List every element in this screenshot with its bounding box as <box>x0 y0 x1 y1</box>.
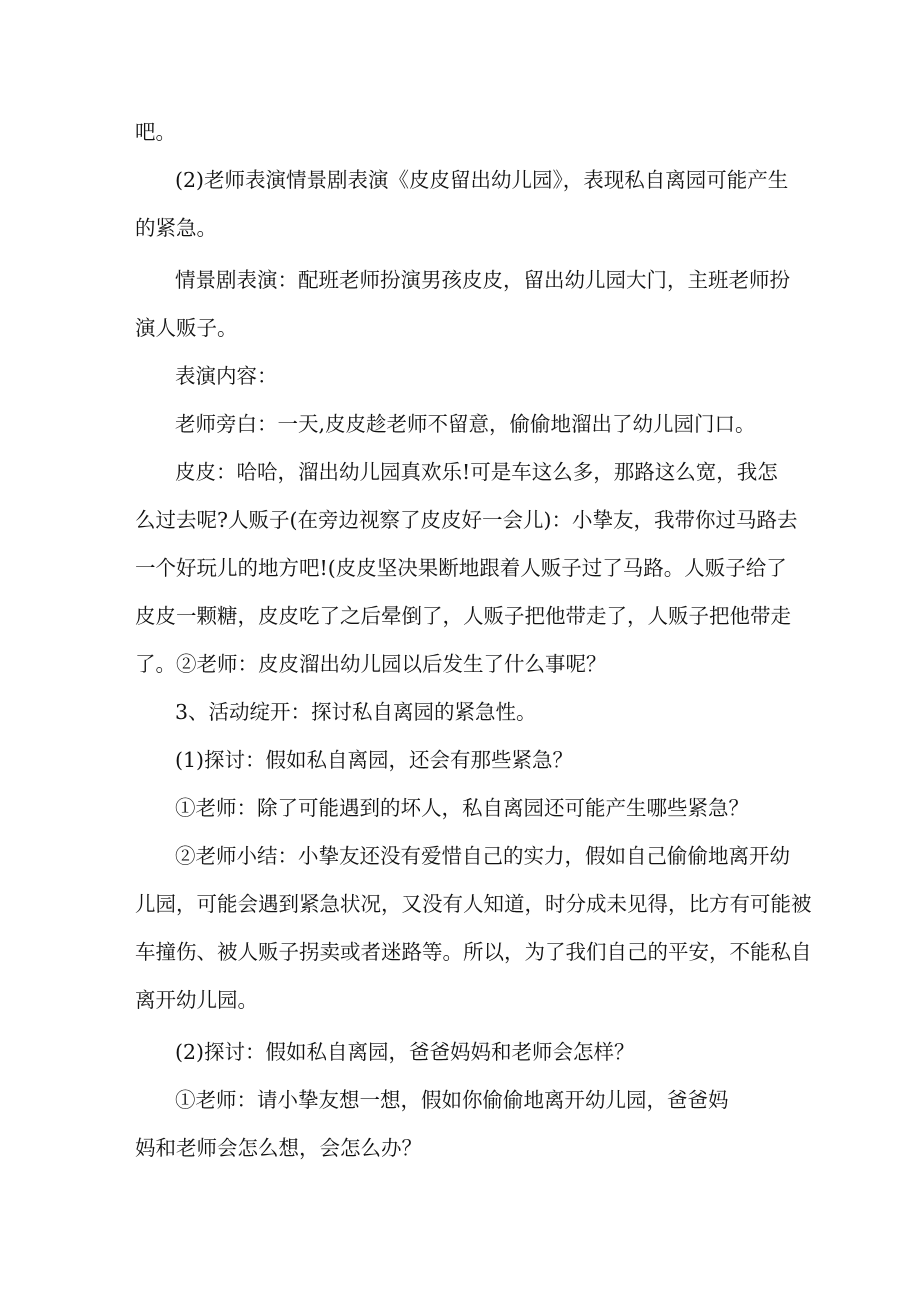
text-line: 3、活动绽开：探讨私自离园的紧急性。 <box>175 700 537 724</box>
text-line: 皮皮一颗糖，皮皮吃了之后晕倒了，人贩子把他带走了，人贩子把他带走 <box>135 604 791 628</box>
text-line: (2)老师表演情景剧表演《皮皮留出幼儿园》，表现私自离园可能产生 <box>175 168 789 192</box>
text-line: 老师旁白：一天,皮皮趁老师不留意，偷偷地溜出了幼儿园门口。 <box>175 412 756 436</box>
text-line: 吧。 <box>135 120 176 144</box>
text-line: ②老师小结：小挚友还没有爱惜自己的实力，假如自己偷偷地离开幼 <box>175 844 790 868</box>
text-line: 么过去呢?人贩子(在旁边视察了皮皮好一会儿)：小挚友，我带你过马路去 <box>135 508 798 532</box>
text-line: 表演内容： <box>175 364 278 388</box>
text-line: 了。②老师：皮皮溜出幼儿园以后发生了什么事呢？ <box>135 652 607 676</box>
text-line: ①老师：除了可能遇到的坏人，私自离园还可能产生哪些紧急？ <box>175 796 749 820</box>
text-line: (2)探讨：假如私自离园，爸爸妈妈和老师会怎样？ <box>175 1040 635 1064</box>
text-line: 情景剧表演：配班老师扮演男孩皮皮，留出幼儿园大门，主班老师扮 <box>175 268 790 292</box>
text-line: 车撞伤、被人贩子拐卖或者迷路等。所以，为了我们自己的平安，不能私自 <box>135 940 812 964</box>
text-line: 儿园，可能会遇到紧急状况，又没有人知道，时分成未见得，比方有可能被 <box>135 892 812 916</box>
text-line: 妈和老师会怎么想，会怎么办？ <box>135 1136 422 1160</box>
text-line: 一个好玩儿的地方吧!(皮皮坚决果断地跟着人贩子过了马路。人贩子给了 <box>135 556 787 580</box>
text-line: 离开幼儿园。 <box>135 988 258 1012</box>
text-line: 皮皮：哈哈，溜出幼儿园真欢乐!可是车这么多，那路这么宽，我怎 <box>175 460 778 484</box>
text-line: 演人贩子。 <box>135 316 238 340</box>
text-line: ①老师：请小挚友想一想，假如你偷偷地离开幼儿园，爸爸妈 <box>175 1088 729 1112</box>
text-line: (1)探讨：假如私自离园，还会有那些紧急？ <box>175 748 574 772</box>
text-line: 的紧急。 <box>135 216 217 240</box>
